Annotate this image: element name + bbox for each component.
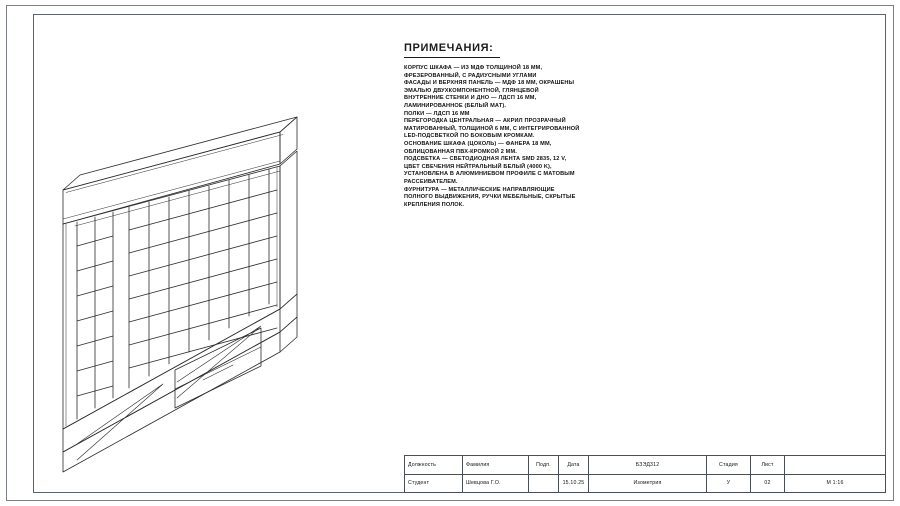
notes-line: КОРПУС ШКАФА — ИЗ МДФ ТОЛЩИНОЙ 18 ММ, bbox=[404, 65, 543, 71]
shelf-grid-center bbox=[129, 169, 277, 388]
title-block-col-stage: Стадия bbox=[707, 456, 751, 474]
title-block bbox=[404, 455, 886, 493]
notes-body bbox=[404, 65, 704, 209]
title-block-name-value: Шевцова Г.О. bbox=[463, 475, 529, 493]
title-block-stage-value: У bbox=[707, 475, 751, 493]
isometric-cabinet-drawing bbox=[33, 14, 393, 493]
title-block-col-sheet: Лист bbox=[751, 456, 785, 474]
title-block-col-sheets bbox=[785, 456, 885, 474]
notes-line: ВНУТРЕННИЕ СТЕНКИ И ДНО — ЛДСП 16 ММ, bbox=[404, 95, 537, 102]
title-block-designation: БЗЭД312 bbox=[589, 456, 707, 474]
notes-line: ПОЛКИ — ЛДСП 16 ММ bbox=[404, 110, 470, 117]
title-block-view-name: Изометрия bbox=[589, 475, 707, 493]
notes-line: РАССЕИВАТЕЛЕМ. bbox=[404, 178, 458, 185]
notes-line: ОБЛИЦОВАННАЯ ПВХ-КРОМКОЙ 2 ММ. bbox=[404, 148, 518, 155]
title-block-scale-value: М 1:16 bbox=[826, 480, 844, 487]
notes-line: ПОДСВЕТКА — СВЕТОДИОДНАЯ ЛЕНТА SMD 2835, 12 V, bbox=[404, 156, 567, 163]
notes-title-underline bbox=[404, 57, 500, 58]
notes-line: КРЕПЛЕНИЯ ПОЛОК. bbox=[404, 201, 465, 208]
title-block-col-role: Должность bbox=[405, 456, 463, 474]
title-block-row-values bbox=[405, 474, 885, 493]
title-block-sign-value bbox=[529, 475, 559, 493]
title-block-sheet-value: 02 bbox=[751, 475, 785, 493]
title-block-date-value: 15.10.25 bbox=[559, 475, 589, 493]
base-plinth bbox=[63, 294, 297, 472]
lower-drawer-unit bbox=[175, 328, 261, 408]
notes-line: ЭМАЛЬЮ ДВУХКОМПОНЕНТНОЙ, ГЛЯНЦЕВОЙ bbox=[404, 87, 539, 94]
notes-line: ФРЕЗЕРОВАННЫЙ, С РАДИУСНЫМИ УГЛАМИ bbox=[404, 72, 537, 79]
notes-line: ФУРНИТУРА — МЕТАЛЛИЧЕСКИЕ НАПРАВЛЯЮЩИЕ bbox=[404, 186, 555, 193]
title-block-col-date: Дата bbox=[559, 456, 589, 474]
notes-line: ЛАМИНИРОВАННОЕ (БЕЛЫЙ МАТ). bbox=[404, 102, 507, 109]
title-block-row-header bbox=[405, 456, 885, 474]
notes-block bbox=[404, 42, 704, 209]
notes-line: ФАСАДЫ И ВЕРХНЯЯ ПАНЕЛЬ — МДФ 18 ММ, ОКРАШЕНЫ bbox=[404, 80, 575, 87]
title-block-col-sign: Подп. bbox=[529, 456, 559, 474]
notes-line: ПЕРЕГОРОДКА ЦЕНТРАЛЬНАЯ — АКРИЛ ПРОЗРАЧНЫЙ bbox=[404, 118, 566, 125]
notes-title: ПРИМЕЧАНИЯ: bbox=[404, 42, 494, 54]
notes-line: LED-ПОДСВЕТКОЙ ПО БОКОВЫМ КРОМКАМ. bbox=[404, 133, 535, 140]
notes-line: МАТИРОВАННЫЙ, ТОЛЩИНОЙ 6 ММ, С ИНТЕГРИРОВАННОЙ bbox=[404, 125, 580, 132]
notes-line: ЦВЕТ СВЕЧЕНИЯ НЕЙТРАЛЬНЫЙ БЕЛЫЙ (4000 K), bbox=[404, 163, 552, 170]
cabinet-edges-detail bbox=[66, 167, 277, 426]
shelf-grid-left bbox=[77, 212, 113, 419]
title-block-col-name: Фамилия bbox=[463, 456, 529, 474]
title-block-role-value: Студент bbox=[405, 475, 463, 493]
notes-line: ПОЛНОГО ВЫДВИЖЕНИЯ, РУЧКИ МЕБЕЛЬНЫЕ, СКРЫТЫЕ bbox=[404, 194, 576, 201]
notes-line: УСТАНОВЛЕНА В АЛЮМИНИЕВОМ ПРОФИЛЕ С МАТОВЫМ bbox=[404, 171, 575, 178]
notes-line: ОСНОВАНИЕ ШКАФА (ЦОКОЛЬ) — ФАНЕРА 18 ММ, bbox=[404, 140, 552, 147]
